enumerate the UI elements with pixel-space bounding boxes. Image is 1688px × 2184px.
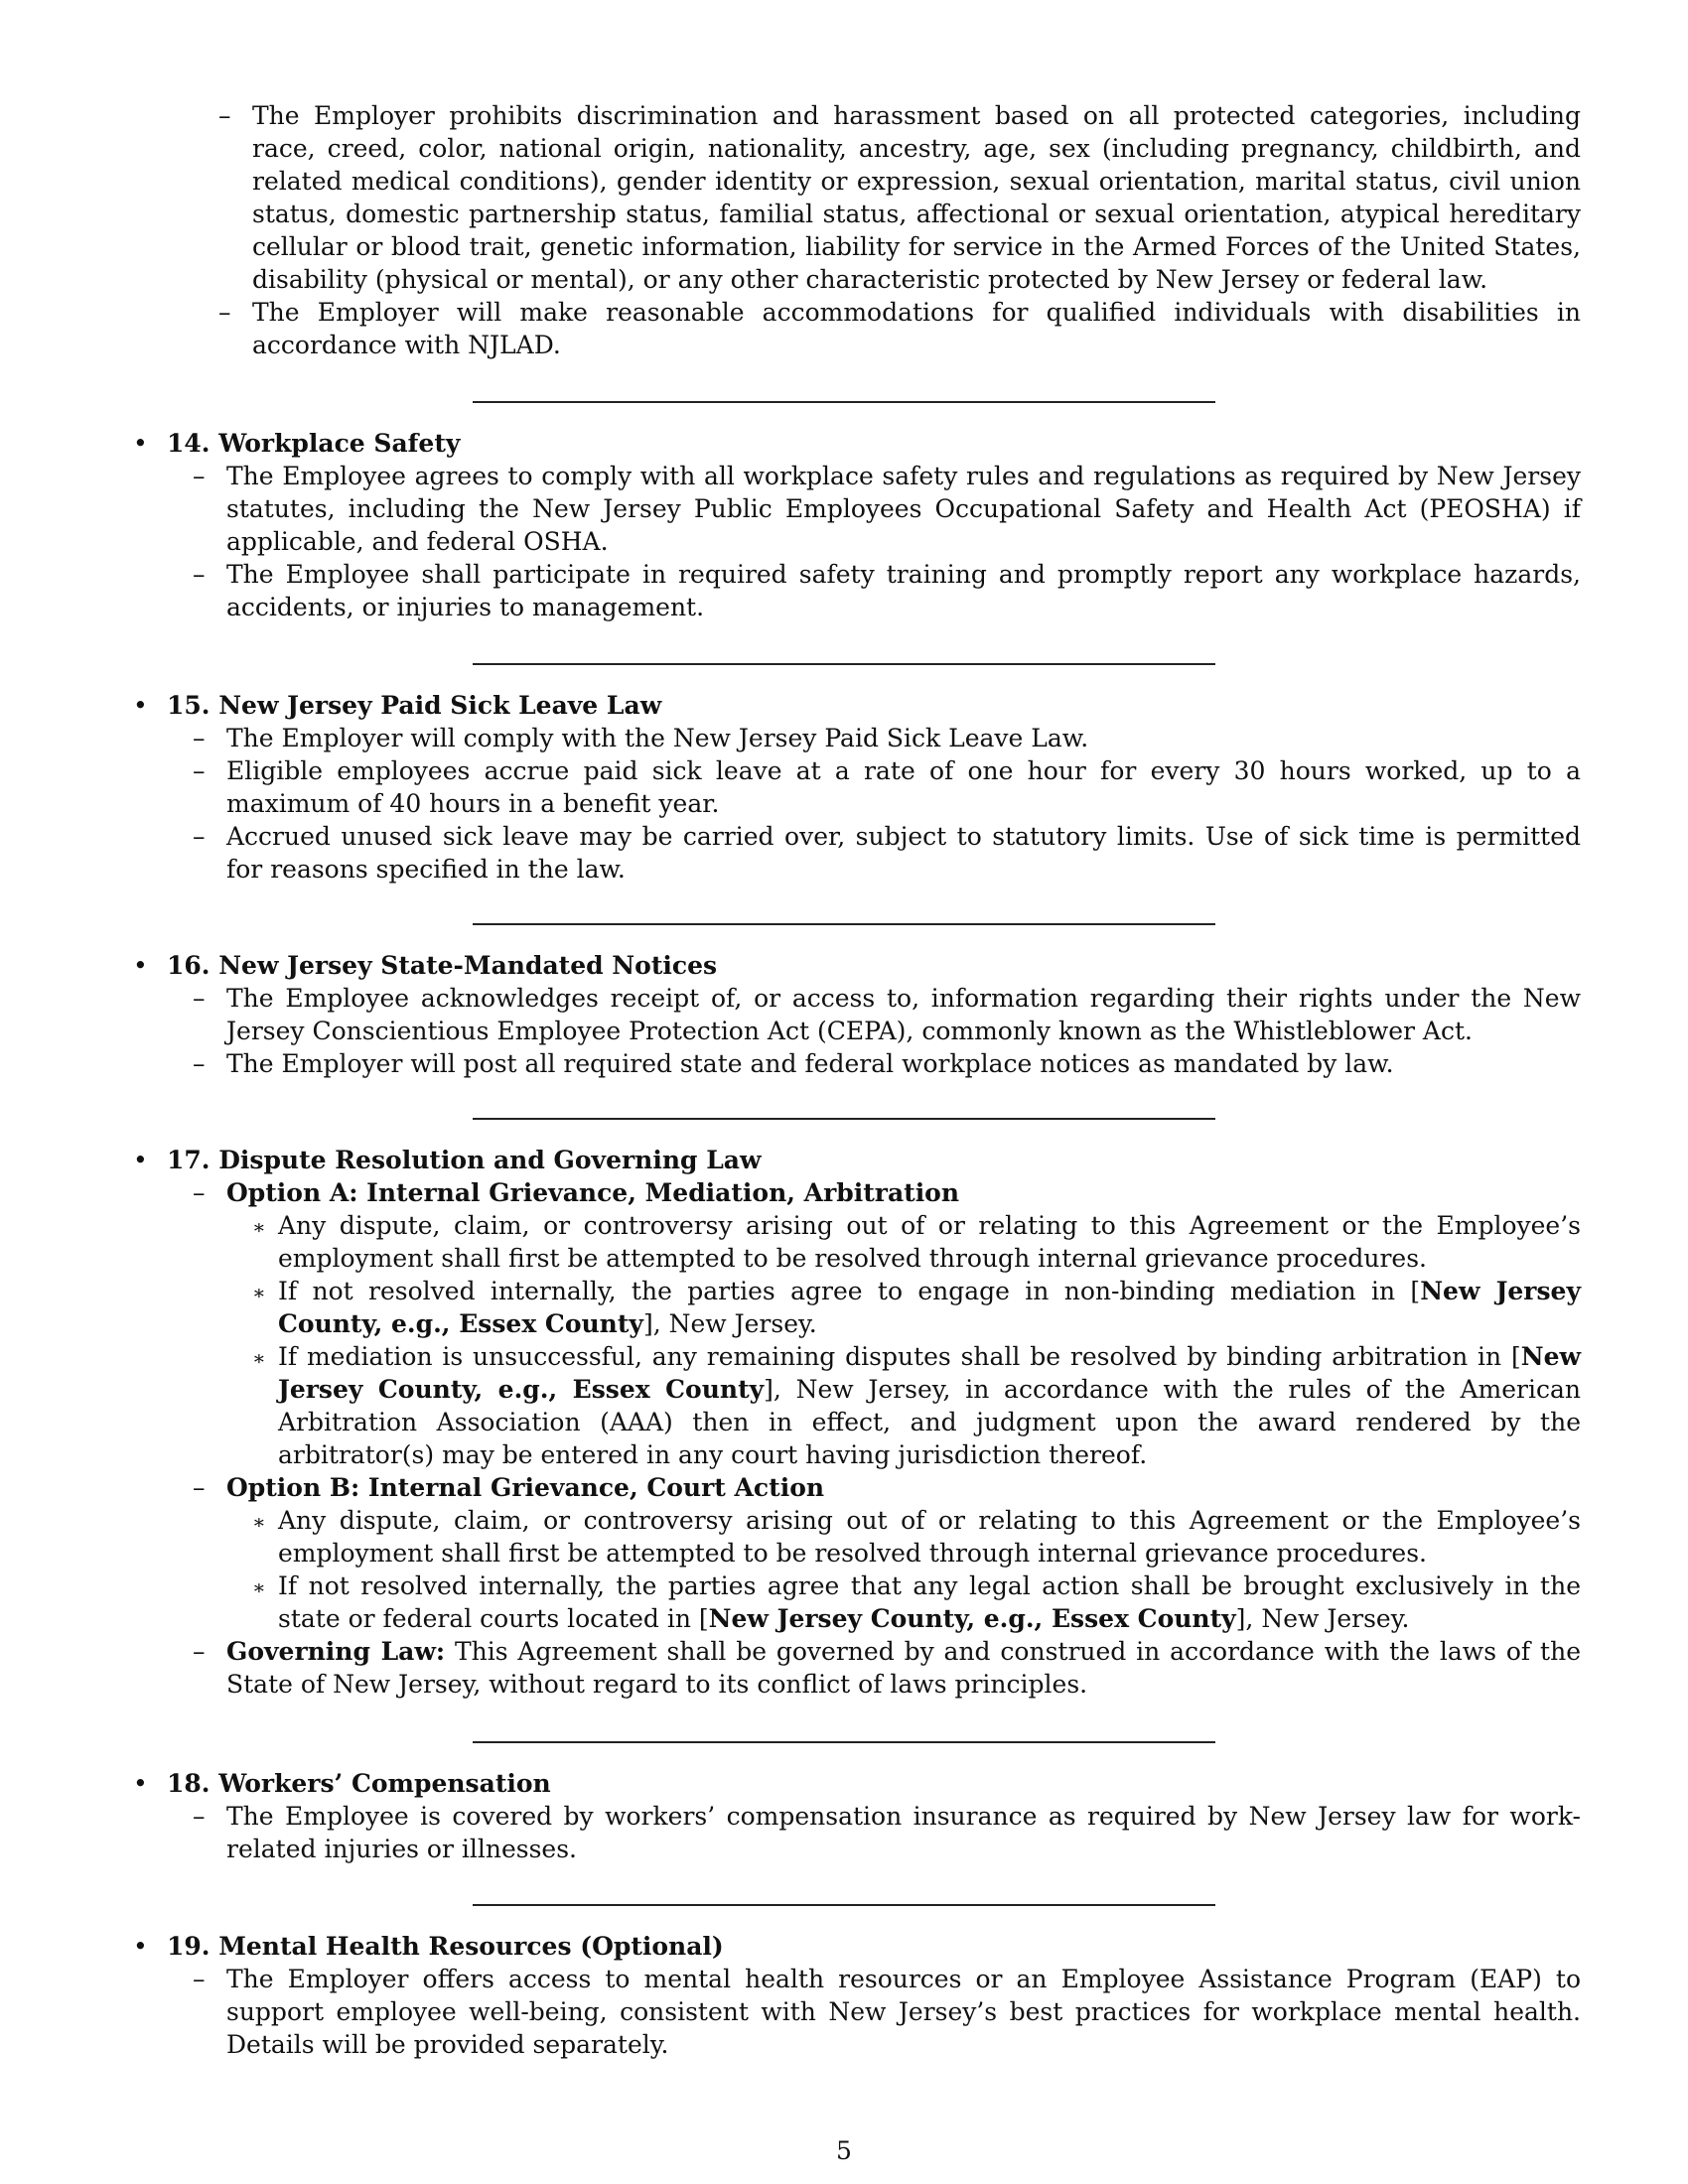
asterisk-bullet: ∗ [252, 1510, 266, 1534]
list-item: ∗ If not resolved internally, the parties agree that any legal action shall be brought exclusively in the state or federal courts located in [New Jersey County, e.g., Essex County], New Jersey. [252, 1571, 1581, 1633]
list-item: – Eligible employees accrue paid sick leave at a rate of one hour for every 30 hours worked, up to a maximum of 40 hours in a benefit year. [193, 756, 1581, 818]
section-18 [133, 1767, 1581, 1865]
page-number: 5 [836, 2136, 852, 2165]
list-item: ∗ If mediation is unsuccessful, any remaining disputes shall be resolved by binding arbitration in [New Jersey County, e.g., Essex County], New Jersey, in accordance with the rules of the American Arbitration Association (AAA) then in effect, and judgment upon the award rendered by the arbitrator(s) may be entered in any court having jurisdiction thereof. [252, 1342, 1581, 1469]
dash-bullet: – [193, 1637, 206, 1666]
option-b-title: Option B: Internal Grievance, Court Action [226, 1473, 825, 1502]
section-divider [473, 923, 1215, 925]
section-divider [473, 663, 1215, 665]
option-b [167, 1471, 1581, 1504]
dash-bullet: – [193, 756, 206, 785]
list-item: – The Employee agrees to comply with all workplace safety rules and regulations as required by New Jersey statutes, including the New Jersey Public Employees Occupational Safety and Health Act (PEOSHA) if applicable, and federal OSHA. [193, 462, 1581, 556]
bullet: • [133, 1769, 148, 1798]
governing-law: – Governing Law: This Agreement shall be governed by and construed in accordance with the laws of the State of New Jersey, without regard to its conflict of laws principles. [193, 1637, 1581, 1699]
section-16 [133, 949, 1581, 1080]
dash-bullet: – [193, 724, 206, 752]
list-item: – The Employee shall participate in required safety training and promptly report any workplace hazards, accidents, or injuries to management. [193, 560, 1581, 621]
section-divider [473, 1118, 1215, 1120]
dash-bullet: – [193, 462, 206, 490]
dash-bullet: – [193, 1473, 206, 1502]
section-divider [473, 1741, 1215, 1743]
option-a [167, 1176, 1581, 1209]
section-13-continuation [218, 99, 1581, 361]
dash-bullet: – [193, 1965, 206, 1993]
dash-bullet: – [193, 822, 206, 851]
asterisk-bullet: ∗ [252, 1346, 266, 1370]
list-item: ∗ If not resolved internally, the parties agree to engage in non-binding mediation in [New Jersey County, e.g., Essex County], New Jersey. [252, 1277, 1581, 1338]
list-item: – The Employer will comply with the New Jersey Paid Sick Leave Law. [193, 724, 1089, 752]
section-divider [473, 1904, 1215, 1906]
bullet: • [133, 429, 148, 458]
list-item: – The Employer will make reasonable accommodations for qualified individuals with disabilities in accordance with NJLAD. [218, 298, 1581, 359]
dash-bullet: – [193, 560, 206, 589]
section-title: 17. Dispute Resolution and Governing Law [167, 1146, 762, 1174]
option-a-title: Option A: Internal Grievance, Mediation, Arbitration [226, 1178, 960, 1207]
section-divider [473, 401, 1215, 403]
section-14 [133, 427, 1581, 623]
section-title: 18. Workers’ Compensation [167, 1769, 551, 1798]
list-item: – Accrued unused sick leave may be carried over, subject to statutory limits. Use of sick time is permitted for reasons specified in the law. [193, 822, 1581, 884]
list-item: – The Employer will post all required state and federal workplace notices as mandated by law. [193, 1049, 1394, 1078]
dash-bullet: – [193, 1802, 206, 1831]
list-item: – The Employee acknowledges receipt of, or access to, information regarding their rights under the New Jersey Conscientious Employee Protection Act (CEPA), commonly known as the Whistleblower Act. [193, 984, 1581, 1045]
bullet: • [133, 951, 148, 980]
list-item: – The Employer prohibits discrimination and harassment based on all protected categories, including race, creed, color, national origin, nationality, ancestry, age, sex (including pregnancy, childbirth, and related medical conditions), gender identity or expression, sexual orientation, marital status, civil union status, domestic partnership status, familial status, affectional or sexual orientation, atypical hereditary cellular or blood trait, genetic information, liability for service in the Armed Forces of the United States, disability (physical or mental), or any other characteristic protected by New Jersey or federal law. [218, 101, 1581, 294]
section-title: 14. Workplace Safety [167, 429, 461, 458]
section-title: 16. New Jersey State-Mandated Notices [167, 951, 718, 980]
section-title: 19. Mental Health Resources (Optional) [167, 1932, 724, 1961]
bullet: • [133, 1146, 148, 1174]
section-17 [133, 1144, 1581, 1701]
section-19 [133, 1930, 1581, 2061]
bullet: • [133, 691, 148, 720]
section-15 [133, 689, 1581, 886]
dash-bullet: – [193, 984, 206, 1013]
dash-bullet: – [218, 101, 231, 130]
bullet: • [133, 1932, 148, 1961]
asterisk-bullet: ∗ [252, 1215, 266, 1239]
dash-bullet: – [218, 298, 231, 327]
list-item: ∗ Any dispute, claim, or controversy arising out of or relating to this Agreement or the Employee’s employment shall first be attempted to be resolved through internal grievance procedures. [252, 1506, 1581, 1568]
asterisk-bullet: ∗ [252, 1575, 266, 1599]
list-item: – The Employer offers access to mental health resources or an Employee Assistance Program (EAP) to support employee well-being, consistent with New Jersey’s best practices for workplace mental health. Details will be provided separately. [193, 1965, 1581, 2059]
list-item: – The Employee is covered by workers’ compensation insurance as required by New Jersey law for work-related injuries or illnesses. [193, 1802, 1581, 1863]
dash-bullet: – [193, 1049, 206, 1078]
asterisk-bullet: ∗ [252, 1281, 266, 1304]
section-title: 15. New Jersey Paid Sick Leave Law [167, 691, 662, 720]
list-item: ∗ Any dispute, claim, or controversy arising out of or relating to this Agreement or the Employee’s employment shall first be attempted to be resolved through internal grievance procedures. [252, 1211, 1581, 1273]
dash-bullet: – [193, 1178, 206, 1207]
